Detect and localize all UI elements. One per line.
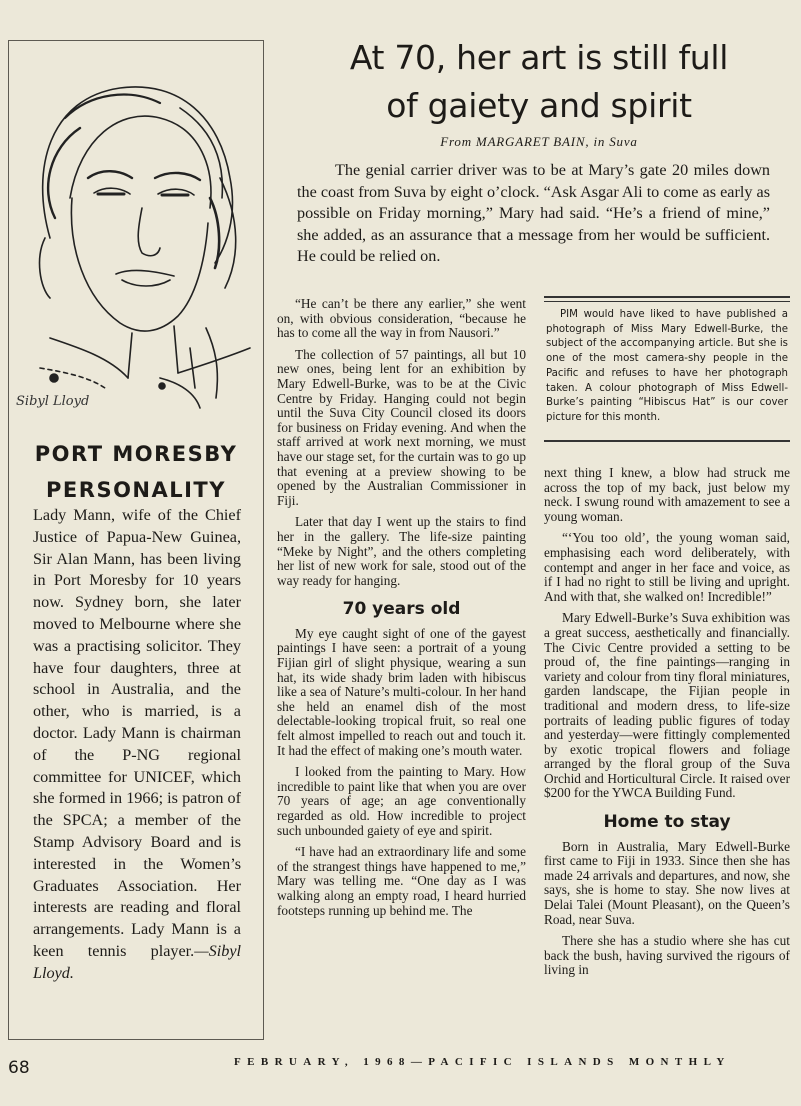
paragraph: Born in Australia, Mary Edwell-Burke first came to Fiji in 1933. Since then she has made 24 arrivals and departures, and now, she says, she is home to stay. She now lives at Delai Talei (Mount Pleasant), on the Queen’s Road, near Suva.	[544, 838, 790, 927]
editor-notice-box	[544, 296, 790, 444]
headline-line1: At 70, her art is still full	[349, 38, 729, 77]
lead-paragraph: The genial carrier driver was to be at Mary’s gate 20 miles down the coast from Suva by eight o’clock. “Ask Asgar Ali to come as early as possible on Friday morning,” Mary had said. “He’s a friend of mine,” she added, as an assurance that a message from her would be sufficient. He could be relied on.	[297, 161, 770, 266]
paragraph: “He can’t be there any earlier,” she went on, with obvious consideration, “because he has to come all the way in from Nausori.”	[277, 296, 526, 341]
divider	[544, 440, 790, 442]
page-number: 68	[8, 1058, 30, 1078]
paragraph: The collection of 57 paintings, all but 10 new ones, being lent for an exhibition by Mary Edwell-Burke, was to be at the Civic Centre by Friday. Hanging could not begin until the Suva City Council closed its doors for business on Friday evening. And when the staff arrived at work next morning, we must have our stage set, for the curtain was to go up that evening at a preview showing to be opened by the Australian Commissioner in Fiji.	[277, 346, 526, 508]
divider	[544, 301, 790, 302]
editor-notice-text: PIM would have liked to have published a photograph of Miss Mary Edwell-Burke, the subject of the accompanying article. But she is one of the most camera-shy people in the Pacific and refuses to have her photograph taken. A colour photograph of Miss Edwell-Burke’s painting “Hibiscus Hat” is our cover picture for this month.	[546, 309, 788, 423]
sidebar-body-text: Lady Mann, wife of the Chief Justice of Papua-New Guinea, Sir Alan Mann, has been living in Port Moresby for 10 years now. Sydney born, she later moved to Melbourne where she was a practising solicitor. They have four daughters, three at school in Australia, and the other, who is married, is a doctor. Lady Mann is chairman of the P-NG regional committee for UNICEF, which she formed in 1966; is patron of the SPCA; a member of the Stamp Advisory Board and is interested in the Women’s Graduates Association. Her interests are reading and floral arrangements. Lady Mann is a keen tennis player.	[33, 506, 241, 960]
subheading: 70 years old	[342, 599, 461, 620]
paragraph: My eye caught sight of one of the gayest paintings I have seen: a portrait of a young Fijian girl of slight physique, wearing a sun hat, its wide shady brim laden with hibiscus like a sea of Nature’s multi-colour. In her hand she held an enamel dish of the most delectable-looking tropical fruit, so real one felt almost impelled to reach out and touch it. It had the effect of making one’s mouth water.	[277, 625, 526, 758]
byline: From MARGARET BAIN, in Suva	[440, 134, 638, 149]
paragraph: “‘You too old’, the young woman said, emphasising each word deliberately, with contempt and anger in her face and voice, as if I had no right to still be living and upright. And with that, she walked on! Incredible!”	[544, 530, 790, 604]
divider	[544, 296, 790, 298]
article-column-left	[277, 297, 526, 925]
headline	[296, 34, 782, 130]
artist-signature: Sibyl Lloyd	[16, 394, 90, 409]
paragraph: There she has a studio where she has cut back the bush, having survived the rigours of living in	[544, 933, 790, 978]
running-footer: FEBRUARY, 1968—PACIFIC ISLANDS MONTHLY	[234, 1056, 731, 1068]
sidebar-title-line1: PORT MORESBY	[34, 442, 238, 466]
paragraph: Later that day I went up the stairs to find her in the gallery. The life-size painting “Meke by Night”, and the others completing her list of new work for sale, stood out of the way ready for hanging.	[277, 514, 526, 588]
paragraph: Mary Edwell-Burke’s Suva exhibition was a great success, aesthetically and financially. The Civic Centre provided a setting to be proud of, the fine paintings—ranging in variety and colour from tiny floral miniatures, garden landscape, the Fijian people in traditional and modern dress, to life-size portraits of leading public figures of today and yesterday—were fittingly complemented by exotic tropical flowers and foliage arranged by the floral group of the Suva Orchid and Horticultural Circle. It raised over $200 for the YWCA Building Fund.	[544, 610, 790, 801]
sidebar-title	[10, 436, 262, 508]
paragraph: “I have had an extraordinary life and some of the strangest things have happened to me,” Mary was telling me. “One day as I was walking along an empty road, I heard hurried footsteps running up behind me. The	[277, 844, 526, 918]
portrait-sketch	[10, 48, 258, 420]
sidebar-body	[33, 505, 241, 985]
paragraph: I looked from the painting to Mary. How incredible to paint like that when you are over 70 years of age; an age conventionally regarded as old. How incredible to project such unbounded gaiety of eye and spirit.	[277, 764, 526, 838]
subheading: Home to stay	[603, 812, 731, 833]
sidebar-body-signature: —Sibyl Lloyd.	[33, 941, 241, 982]
article-column-right	[544, 466, 790, 985]
paragraph: next thing I knew, a blow had struck me across the top of my back, just below my neck. I swung round with amazement to see a young woman.	[544, 465, 790, 524]
sidebar-title-line2: PERSONALITY	[46, 478, 226, 502]
headline-line2: of gaiety and spirit	[386, 86, 692, 125]
